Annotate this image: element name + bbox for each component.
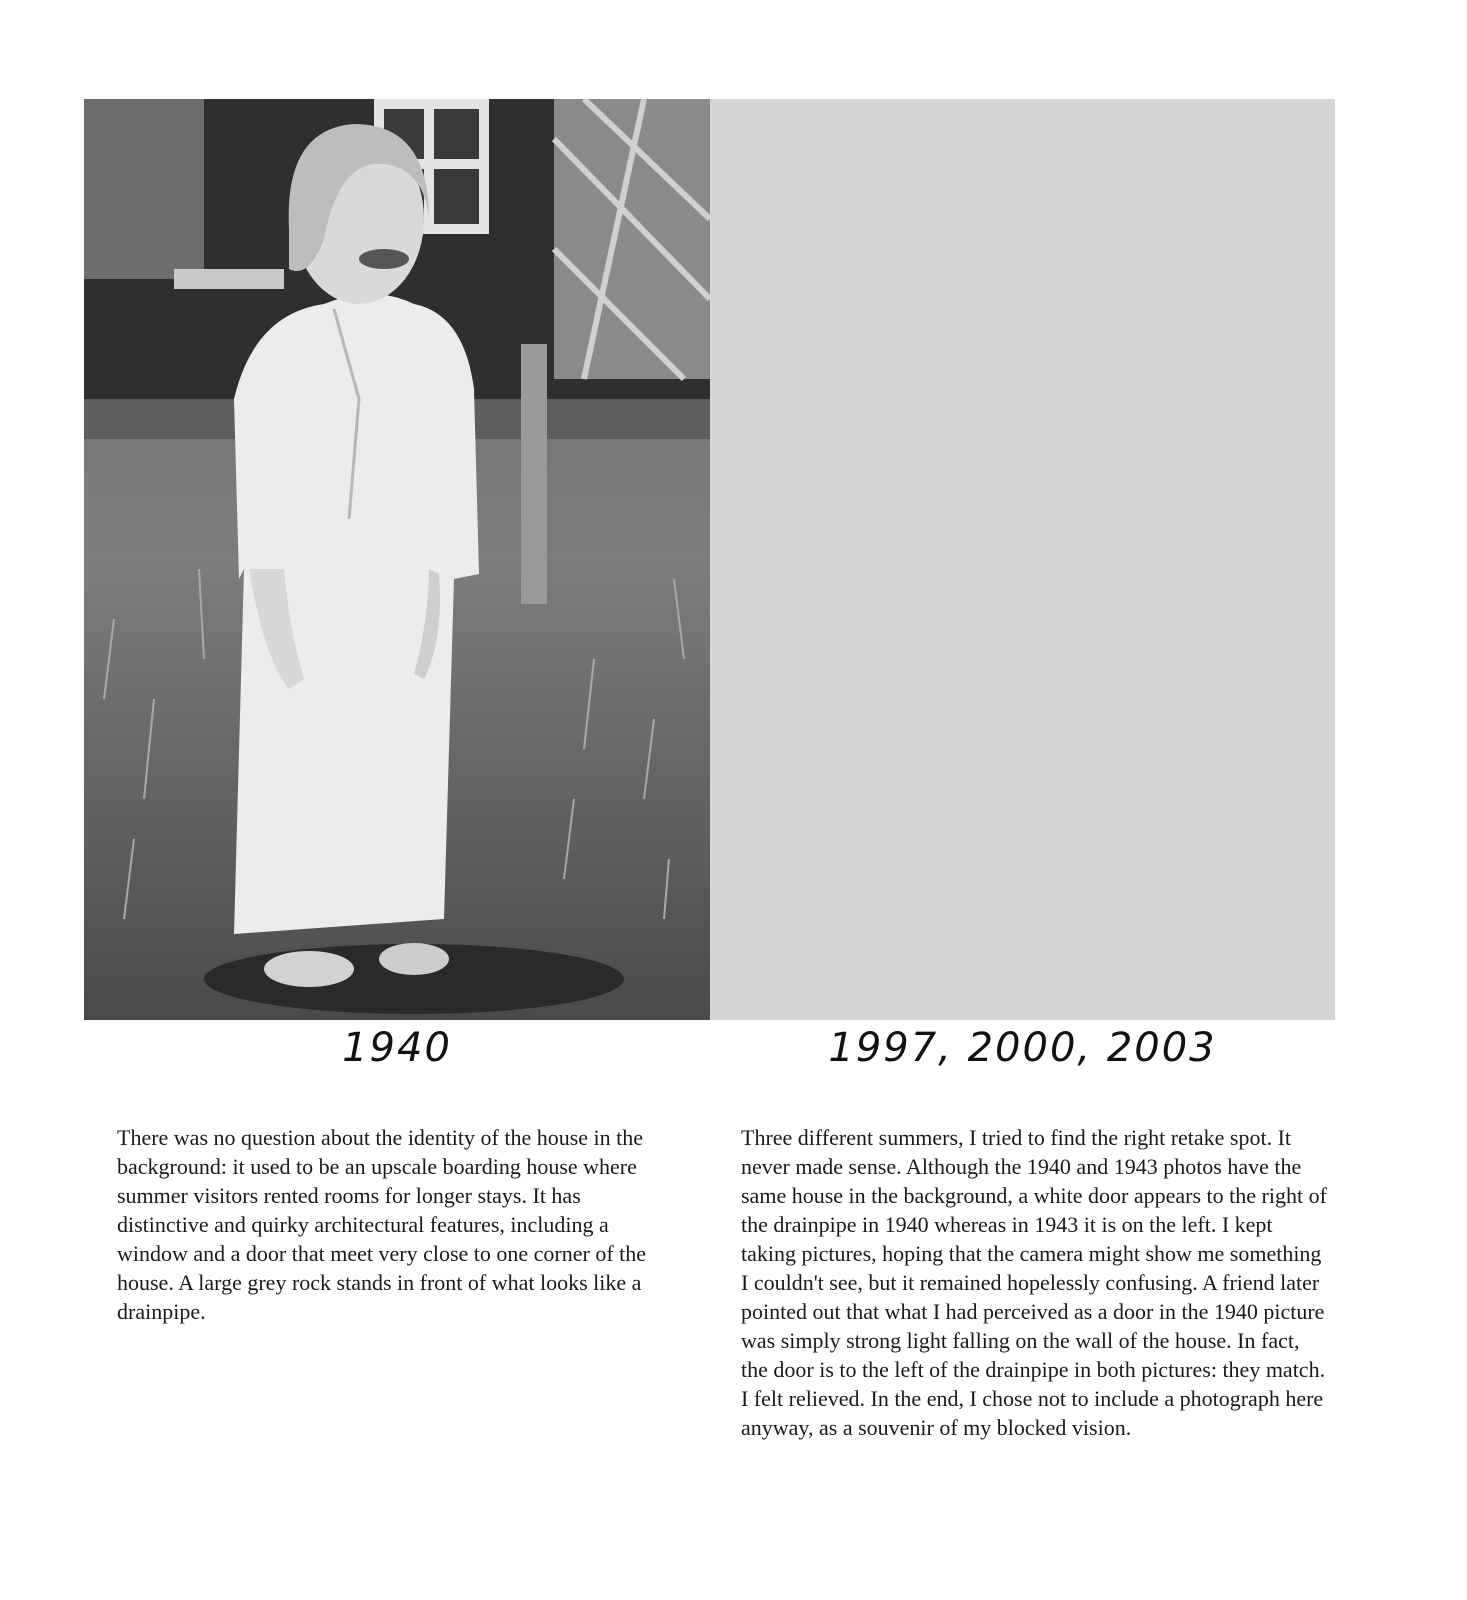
text-left-paragraph: There was no question about the identity of the house in the background: it used to be an upscale boarding house where summer visitors rented rooms for longer stays. It has distinctive and quirky architectural features, including a window and a door that meet very close to one corner of the house. A large grey rock stands in front of what looks like a drainpipe. bbox=[117, 1125, 647, 1324]
photo-1940 bbox=[84, 99, 710, 1020]
caption-retake-years: 1997, 2000, 2003 bbox=[828, 1025, 1217, 1071]
caption-1940: 1940 bbox=[342, 1025, 452, 1071]
photo-1940-illustration bbox=[84, 99, 710, 1020]
photo-placeholder bbox=[710, 99, 1335, 1020]
text-right-paragraph: Three different summers, I tried to find the right retake spot. It never made sense. Although the 1940 and 1943 photos have the same house in the background, a white door appears to the right of the drainpipe in 1940 whereas in 1943 it is on the left. I kept taking pictures, hoping that the camera might show me something I couldn't see, but it remained hopelessly confusing. A friend later pointed out that what I had perceived as a door in the 1940 picture was simply strong light falling on the wall of the house. In fact, the door is to the left of the drainpipe in both pictures: they match. I felt relieved. In the end, I chose not to include a photograph here anyway, as a souvenir of my blocked vision. bbox=[741, 1125, 1327, 1440]
